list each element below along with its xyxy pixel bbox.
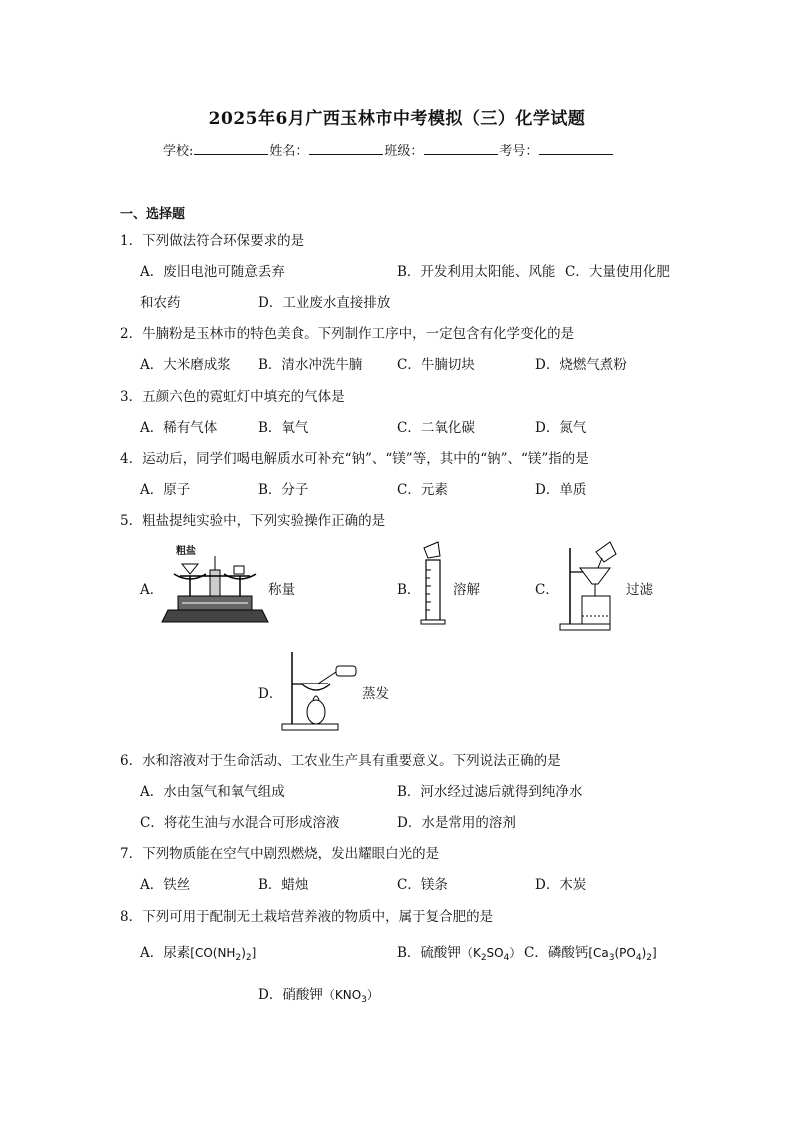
filtration-figure (558, 538, 618, 632)
evaporation-figure (280, 648, 360, 732)
q3-option-a[interactable]: A．稀有气体 (140, 420, 218, 436)
q5-option-c-text: 过滤 (626, 582, 653, 598)
q7-option-d[interactable]: D．木炭 (535, 877, 587, 893)
q4-option-c[interactable]: C．元素 (397, 482, 448, 498)
q8-option-d[interactable] (258, 983, 379, 1005)
question-2-stem: 2．牛腩粉是玉林市的特色美食。下列制作工序中，一定包含有化学变化的是 (120, 326, 575, 342)
q4-option-b[interactable]: B．分子 (258, 482, 309, 498)
q2-option-a[interactable]: A．大米磨成浆 (140, 357, 231, 373)
question-3-stem: 3．五颜六色的霓虹灯中填充的气体是 (120, 389, 345, 405)
class-label: 班级： (384, 144, 424, 159)
calcium-phosphate-formula: $[Ca_3(PO_4)_2]$ (588, 946, 657, 963)
section-heading: 一、选择题 (120, 207, 186, 222)
q5-option-d[interactable]: D． (258, 686, 283, 702)
crude-salt-label: 粗盐 (176, 546, 196, 557)
q3-option-c[interactable]: C．二氧化碳 (397, 420, 475, 436)
q1-option-c-cont: 和农药 (140, 295, 181, 311)
student-info (163, 140, 614, 159)
question-4-stem: 4．运动后，同学们喝电解质水可补充“钠”、“镁”等，其中的“钠”、“镁”指的是 (120, 451, 589, 467)
q5-option-d-text: 蒸发 (362, 686, 389, 702)
q3-option-d[interactable]: D．氮气 (535, 420, 587, 436)
q2-option-c[interactable]: C．牛腩切块 (397, 357, 475, 373)
q5-option-b[interactable]: B． (397, 582, 421, 598)
q6-option-a[interactable]: A．水由氢气和氧气组成 (140, 784, 285, 800)
q8-option-c-text: C．磷酸钙 (524, 945, 589, 961)
question-5-stem: 5．粗盐提纯实验中，下列实验操作正确的是 (120, 513, 386, 529)
potassium-nitrate-formula: $(KNO_3)$ (322, 988, 379, 1005)
q3-option-b[interactable]: B．氧气 (258, 420, 309, 436)
q8-option-c[interactable] (524, 941, 657, 963)
urea-formula: $[CO(NH_2)_2]$ (190, 946, 257, 963)
page-title: 2025年6月广西玉林市中考模拟（三）化学试题 (208, 109, 586, 129)
potassium-sulfate-formula: $(K_2SO_4)$ (460, 946, 522, 963)
name-blank[interactable] (309, 142, 383, 155)
q8-option-d-text: D．硝酸钾 (258, 987, 323, 1003)
q5-option-c[interactable]: C． (535, 582, 559, 598)
question-1-stem: 1．下列做法符合环保要求的是 (120, 233, 305, 249)
q1-option-d[interactable]: D．工业废水直接排放 (258, 295, 391, 311)
q7-option-b[interactable]: B．蜡烛 (258, 877, 309, 893)
class-blank[interactable] (424, 142, 498, 155)
school-blank[interactable] (194, 142, 268, 155)
graduated-cylinder-figure (418, 540, 448, 628)
school-label: 学校: (163, 144, 194, 159)
q4-option-d[interactable]: D．单质 (535, 482, 587, 498)
question-6-stem: 6．水和溶液对于生命活动、工农业生产具有重要意义。下列说法正确的是 (120, 753, 561, 769)
q6-option-c[interactable]: C．将花生油与水混合可形成溶液 (140, 815, 340, 831)
q1-option-a[interactable]: A．废旧电池可随意丢弃 (140, 264, 285, 280)
q7-option-a[interactable]: A．铁丝 (140, 877, 191, 893)
q1-option-b[interactable]: B．开发利用太阳能、风能 (397, 264, 556, 280)
q1-option-c[interactable]: C．大量使用化肥 (565, 264, 670, 280)
q8-option-b-text: B．硫酸钾 (397, 945, 461, 961)
name-label: 姓名： (269, 144, 309, 159)
q8-option-a[interactable] (140, 941, 256, 963)
q6-option-d[interactable]: D．水是常用的溶剂 (397, 815, 516, 831)
q6-option-b[interactable]: B．河水经过滤后就得到纯净水 (397, 784, 583, 800)
q8-option-b[interactable] (397, 941, 521, 963)
q2-option-d[interactable]: D．烧燃气煮粉 (535, 357, 627, 373)
exam-no-label: 考号： (499, 144, 539, 159)
question-7-stem: 7．下列物质能在空气中剧烈燃烧，发出耀眼白光的是 (120, 846, 440, 862)
question-8-stem: 8．下列可用于配制无土栽培营养液的物质中，属于复合肥的是 (120, 909, 494, 925)
q4-option-a[interactable]: A．原子 (140, 482, 191, 498)
balance-figure (160, 552, 270, 626)
exam-no-blank[interactable] (539, 142, 613, 155)
q5-option-a[interactable]: A． (140, 582, 164, 598)
q5-option-a-text: 称量 (268, 582, 295, 598)
q7-option-c[interactable]: C．镁条 (397, 877, 448, 893)
q5-option-b-text: 溶解 (453, 582, 480, 598)
q8-option-a-text: A．尿素 (140, 945, 191, 961)
q2-option-b[interactable]: B．清水冲洗牛腩 (258, 357, 363, 373)
